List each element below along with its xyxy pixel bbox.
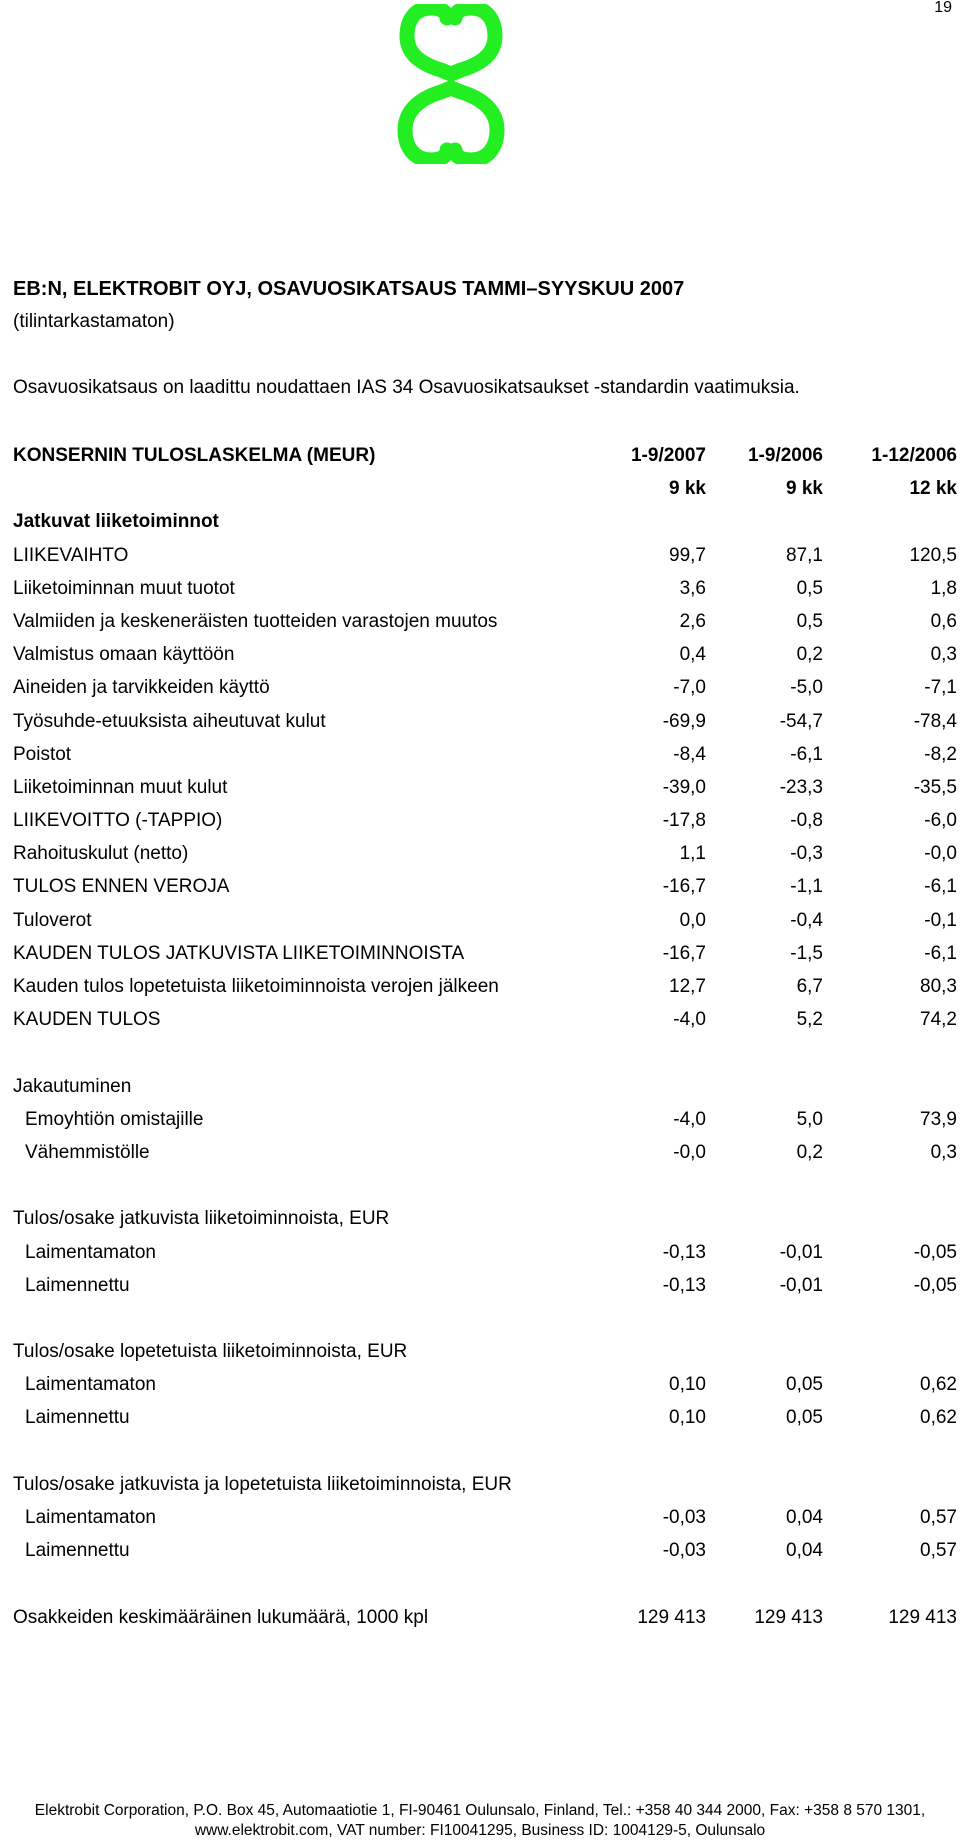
row-label: Laimennettu — [25, 1407, 130, 1429]
row-value: 0,05 — [786, 1407, 823, 1429]
main-rows — [13, 544, 957, 1042]
eps-total-heading-label: Tulos/osake jatkuvista ja lopetetuista liiketoiminnoista, EUR — [13, 1473, 512, 1495]
row-value: -23,3 — [779, 776, 823, 798]
table-row — [13, 1373, 957, 1406]
eps-continuing-heading — [13, 1207, 945, 1240]
shares-label: Osakkeiden keskimääräinen lukumäärä, 1000 kpl — [13, 1606, 429, 1628]
row-value: -0,0 — [673, 1141, 706, 1163]
row-value: 0,62 — [920, 1407, 957, 1429]
row-value: -17,8 — [662, 810, 706, 832]
row-value: 0,4 — [679, 644, 706, 666]
row-value: -0,05 — [913, 1274, 957, 1296]
row-value: -0,05 — [913, 1241, 957, 1263]
table-row — [13, 544, 957, 577]
row-value: -4,0 — [673, 1108, 706, 1130]
row-value: 0,6 — [930, 610, 957, 632]
table-row — [13, 1141, 957, 1174]
row-value: -0,3 — [790, 843, 823, 865]
footer-address: Elektrobit Corporation, P.O. Box 45, Automaatiotie 1, FI-90461 Oulunsalo, Finland, Tel.: +358 40 344 2000, Fax: +358 8 570 1301, — [34, 1802, 926, 1819]
eb-logo — [395, 4, 507, 164]
table-row — [13, 1506, 957, 1539]
row-value: 0,04 — [786, 1540, 823, 1562]
section-heading — [13, 510, 945, 543]
distribution-heading-label: Jakautuminen — [13, 1075, 132, 1097]
table-row — [13, 643, 957, 676]
row-value: 120,5 — [909, 544, 957, 566]
row-label: Poistot — [13, 743, 72, 765]
row-value: 0,10 — [669, 1407, 706, 1429]
row-label: Tuloverot — [13, 909, 92, 931]
row-value: 74,2 — [920, 1009, 957, 1031]
row-label: Valmiiden ja keskeneräisten tuotteiden varastojen muutos — [13, 610, 498, 632]
row-value: -0,03 — [662, 1507, 706, 1528]
table-row — [13, 975, 957, 1008]
table-title: KONSERNIN TULOSLASKELMA (MEUR) — [13, 445, 376, 466]
row-value: -0,13 — [662, 1241, 706, 1263]
table-row — [13, 842, 957, 875]
table-row — [13, 710, 957, 743]
intro-text: Osavuosikatsaus on laadittu noudattaen IAS 34 Osavuosikatsaukset -standardin vaatimuksia. — [13, 377, 800, 398]
table-row — [13, 1241, 957, 1274]
row-value: -7,1 — [924, 677, 957, 699]
table-row — [13, 743, 957, 776]
row-value: 87,1 — [786, 544, 823, 566]
shares-value: 129 413 — [754, 1606, 823, 1628]
row-value: -6,1 — [924, 876, 957, 898]
row-value: -6,1 — [790, 743, 823, 765]
row-value: -35,5 — [913, 776, 957, 798]
table-row — [13, 875, 957, 908]
row-value: 0,2 — [796, 1141, 823, 1163]
table-row — [13, 909, 957, 942]
eps-total-heading — [13, 1473, 945, 1506]
row-label: TULOS ENNEN VEROJA — [13, 876, 230, 898]
row-value: 2,6 — [679, 610, 706, 632]
row-value: 0,05 — [786, 1374, 823, 1396]
eps-discontinued-rows — [13, 1373, 957, 1439]
row-value: 80,3 — [920, 976, 957, 997]
table-row — [13, 809, 957, 842]
row-label: Laimentamaton — [25, 1241, 156, 1263]
row-label: Valmistus omaan käyttöön — [13, 644, 235, 666]
row-value: -78,4 — [913, 710, 957, 732]
row-label: Liiketoiminnan muut kulut — [13, 776, 228, 798]
shares-value: 129 413 — [888, 1606, 957, 1628]
row-value: 1,8 — [930, 577, 957, 599]
row-value: 5,0 — [796, 1108, 823, 1130]
row-value: -0,8 — [790, 810, 823, 832]
row-label: Kauden tulos lopetetuista liiketoiminnoista verojen jälkeen — [13, 976, 499, 997]
table-row — [13, 1539, 957, 1572]
table-row — [13, 776, 957, 809]
row-label: KAUDEN TULOS — [13, 1009, 161, 1031]
row-label: Laimennettu — [25, 1274, 130, 1296]
row-value: 5,2 — [796, 1009, 823, 1031]
distribution-heading — [13, 1075, 945, 1108]
report-title: EB:N, ELEKTROBIT OYJ, OSAVUOSIKATSAUS TAMMI–SYYSKUU 2007 — [13, 278, 685, 300]
table-row — [13, 676, 957, 709]
row-label: Työsuhde-etuuksista aiheutuvat kulut — [13, 710, 326, 732]
row-value: -6,1 — [924, 942, 957, 964]
row-value: 0,04 — [786, 1507, 823, 1528]
row-value: 6,7 — [796, 976, 823, 997]
row-value: -6,0 — [924, 810, 957, 832]
row-label: Aineiden ja tarvikkeiden käyttö — [13, 677, 270, 699]
row-value: -0,1 — [924, 909, 957, 931]
row-value: -0,4 — [790, 909, 823, 931]
section-heading-label: Jatkuvat liiketoiminnot — [13, 511, 219, 533]
row-label: Laimennettu — [25, 1540, 130, 1562]
row-value: 0,57 — [920, 1540, 957, 1562]
table-months-row — [13, 477, 957, 510]
eps-discontinued-heading-label: Tulos/osake lopetetuista liiketoiminnoista, EUR — [13, 1341, 408, 1363]
row-value: 0,62 — [920, 1374, 957, 1396]
months-header: 12 kk — [909, 478, 957, 500]
row-value: -0,01 — [779, 1241, 823, 1263]
row-label: Liiketoiminnan muut tuotot — [13, 577, 235, 599]
eps-discontinued-heading — [13, 1340, 945, 1373]
period-header: 1-9/2006 — [747, 445, 823, 466]
row-value: -16,7 — [662, 876, 706, 898]
row-value: -69,9 — [662, 710, 706, 732]
row-value: 0,57 — [920, 1507, 957, 1528]
table-row — [13, 1406, 957, 1439]
table-row — [13, 1274, 957, 1307]
table-row — [13, 1108, 957, 1141]
row-value: 0,0 — [679, 909, 706, 931]
distribution-rows — [13, 1108, 957, 1174]
row-value: 0,5 — [796, 610, 823, 632]
row-value: 73,9 — [920, 1108, 957, 1130]
row-label: Laimentamaton — [25, 1374, 156, 1396]
row-value: -54,7 — [779, 710, 823, 732]
row-value: 12,7 — [669, 976, 706, 997]
table-row — [13, 610, 957, 643]
table-header-row — [13, 444, 957, 477]
months-header: 9 kk — [669, 478, 706, 500]
row-value: -8,4 — [673, 743, 706, 765]
table-row — [13, 942, 957, 975]
row-label: Rahoituskulut (netto) — [13, 843, 189, 865]
row-value: -39,0 — [662, 776, 706, 798]
row-value: -8,2 — [924, 743, 957, 765]
row-value: 99,7 — [669, 544, 706, 566]
months-header: 9 kk — [786, 478, 823, 500]
row-value: -7,0 — [673, 677, 706, 699]
row-value: 0,10 — [669, 1374, 706, 1396]
row-value: 0,2 — [796, 644, 823, 666]
table-row — [13, 577, 957, 610]
row-value: -1,5 — [790, 942, 823, 964]
row-label: Emoyhtiön omistajille — [25, 1108, 204, 1130]
row-label: Vähemmistölle — [25, 1141, 150, 1163]
row-label: KAUDEN TULOS JATKUVISTA LIIKETOIMINNOISTA — [13, 942, 465, 964]
row-value: 3,6 — [679, 577, 706, 599]
income-statement-table — [13, 444, 957, 1639]
eps-continuing-rows — [13, 1241, 957, 1307]
period-header: 1-9/2007 — [630, 445, 706, 466]
page-number: 19 — [934, 0, 952, 16]
row-value: 0,3 — [930, 644, 957, 666]
table-row — [13, 1008, 957, 1041]
row-value: -5,0 — [790, 677, 823, 699]
eps-total-rows — [13, 1506, 957, 1572]
row-label: LIIKEVAIHTO — [13, 544, 129, 566]
row-value: 0,5 — [796, 577, 823, 599]
row-value: -16,7 — [662, 942, 706, 964]
shares-value: 129 413 — [637, 1606, 706, 1628]
row-label: LIIKEVOITTO (-TAPPIO) — [13, 810, 223, 832]
footer-contact: www.elektrobit.com, VAT number: FI10041295, Business ID: 1004129-5, Oulunsalo — [194, 1822, 766, 1839]
report-subtitle: (tilintarkastamaton) — [13, 311, 175, 332]
period-header: 1-12/2006 — [871, 445, 957, 466]
row-value: -0,0 — [924, 843, 957, 865]
eps-continuing-heading-label: Tulos/osake jatkuvista liiketoiminnoista, EUR — [13, 1208, 390, 1230]
row-value: 1,1 — [679, 843, 706, 865]
shares-row — [13, 1606, 957, 1639]
row-value: -0,13 — [662, 1274, 706, 1296]
row-value: -0,03 — [662, 1540, 706, 1562]
row-value: -0,01 — [779, 1274, 823, 1296]
row-value: 0,3 — [930, 1141, 957, 1163]
row-value: -1,1 — [790, 876, 823, 898]
row-label: Laimentamaton — [25, 1507, 156, 1528]
row-value: -4,0 — [673, 1009, 706, 1031]
